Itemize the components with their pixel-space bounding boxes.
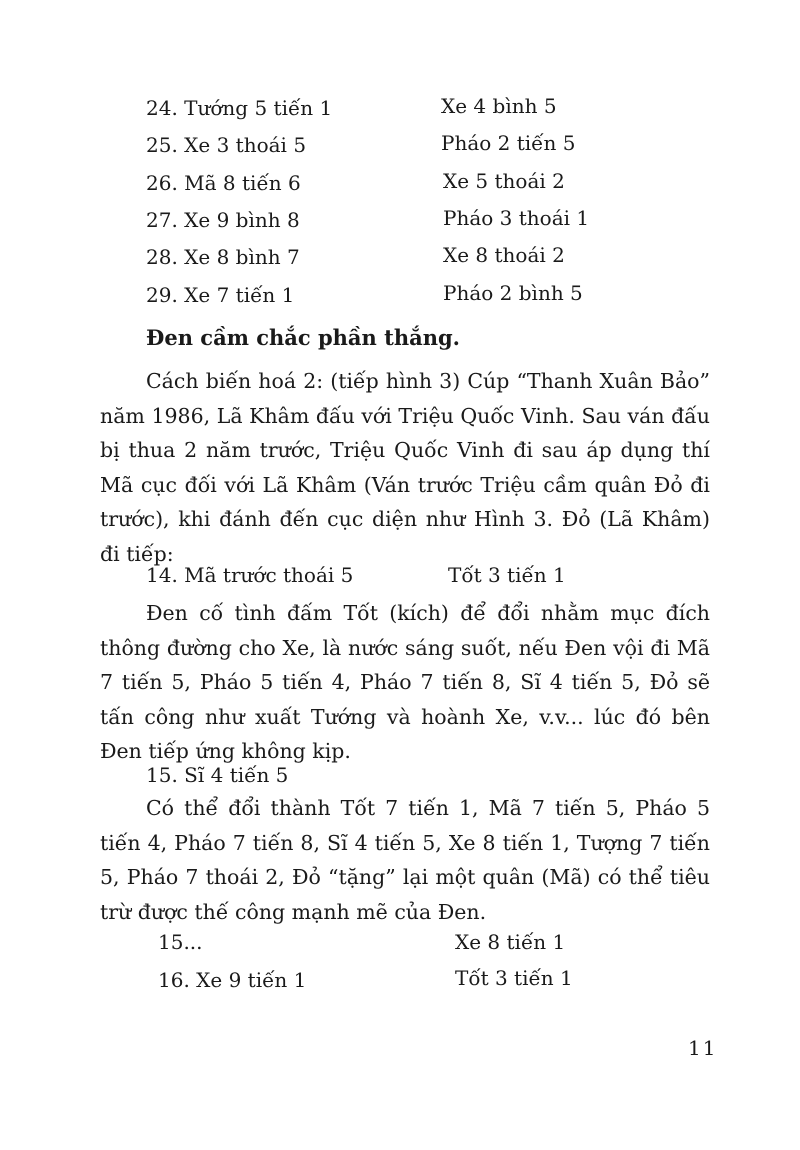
move-15-red: 15. Sĩ 4 tiến 5: [146, 763, 289, 787]
move-14-black: Tốt 3 tiến 1: [448, 563, 566, 587]
move-28-red: 28. Xe 8 bình 7: [146, 245, 300, 269]
move-15-red-continuation: 15...: [158, 930, 203, 954]
paragraph-commentary: Đen cố tình đấm Tốt (kích) để đổi nhằm mục đích thông đường cho Xe, là nước sáng suốt, nếu Đen vội đi Mã 7 tiến 5, Pháo 5 tiến 4, Pháo 7 tiến 8, Sĩ 4 tiến 5, Đỏ sẽ tấn công như xuất Tướng và hoành Xe, v.v... lúc đó bên Đen tiếp ứng không kịp.: [100, 601, 710, 763]
paragraph-variation-2: Cách biến hoá 2: (tiếp hình 3) Cúp “Thanh Xuân Bảo” năm 1986, Lã Khâm đấu với Triệu Quốc Vinh. Sau ván đấu bị thua 2 năm trước, Triệu Quốc Vinh đi sau áp dụng thí Mã cục đối với Lã Khâm (Ván trước Triệu cầm quân Đỏ đi trước), khi đánh đến cục diện như Hình 3. Đỏ (Lã Khâm) đi tiếp:: [100, 369, 710, 566]
move-24-black: Xe 4 bình 5: [441, 94, 557, 118]
move-14-red: 14. Mã trước thoái 5: [146, 563, 354, 587]
move-25-black: Pháo 2 tiến 5: [441, 131, 576, 155]
move-27-black: Pháo 3 thoái 1: [443, 206, 590, 230]
section-heading: Đen cầm chắc phần thắng.: [146, 325, 460, 350]
move-28-black: Xe 8 thoái 2: [443, 243, 565, 267]
move-29-red: 29. Xe 7 tiến 1: [146, 283, 295, 307]
move-15-black: Xe 8 tiến 1: [455, 930, 566, 954]
page-number: 11: [688, 1036, 718, 1060]
move-26-red: 26. Mã 8 tiến 6: [146, 171, 301, 195]
move-16-black: Tốt 3 tiến 1: [455, 966, 573, 990]
move-16-red: 16. Xe 9 tiến 1: [158, 968, 307, 992]
move-26-black: Xe 5 thoái 2: [443, 169, 565, 193]
move-25-red: 25. Xe 3 thoái 5: [146, 133, 307, 157]
paragraph-alternative: Có thể đổi thành Tốt 7 tiến 1, Mã 7 tiến 5, Pháo 5 tiến 4, Pháo 7 tiến 8, Sĩ 4 tiến 5, Xe 8 tiến 1, Tượng 7 tiến 5, Pháo 7 thoái 2, Đỏ “tặng” lại một quân (Mã) có thể tiêu trừ được thế công mạnh mẽ của Đen.: [100, 796, 710, 924]
move-24-red: 24. Tướng 5 tiến 1: [146, 96, 333, 120]
move-29-black: Pháo 2 bình 5: [443, 281, 583, 305]
move-27-red: 27. Xe 9 bình 8: [146, 208, 300, 232]
